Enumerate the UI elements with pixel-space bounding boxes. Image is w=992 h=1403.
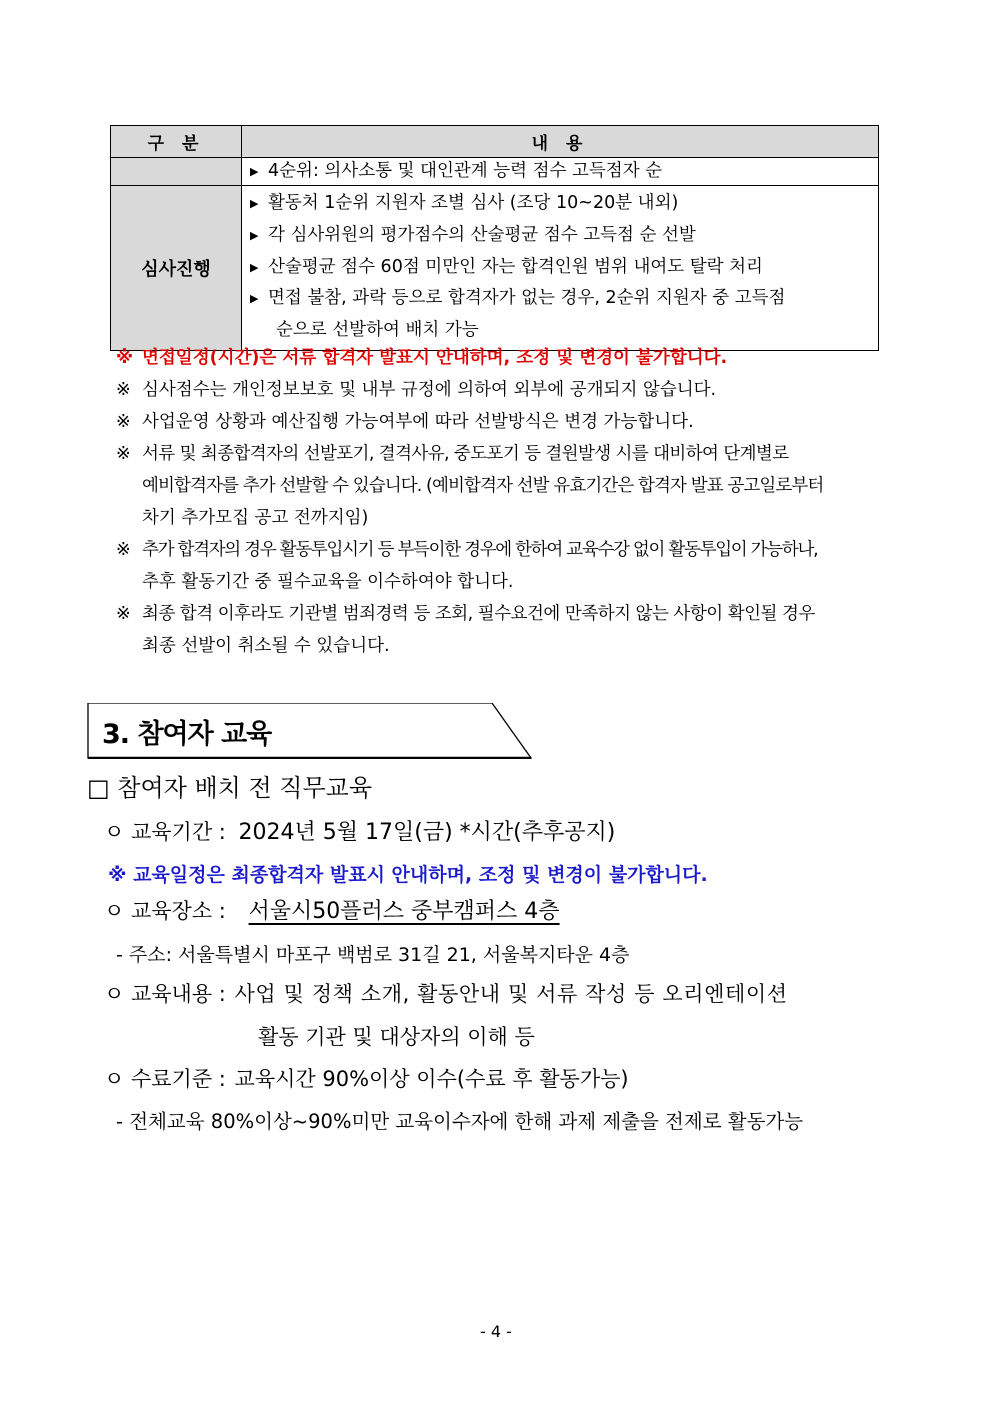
row-label — [111, 158, 242, 186]
edu-place-value: 서울시50플러스 중부캠퍼스 4층 — [248, 899, 560, 924]
note-selection-change — [116, 406, 916, 438]
note-additional-pass — [116, 534, 916, 598]
note-text: 최종 합격 이후라도 기관별 범죄경력 등 조회, 필수요건에 만족하지 않는 사항이 확인될 경우 — [142, 604, 815, 624]
bullet-text: 활동처 1순위 지원자 조별 심사 (조당 10~20분 내외) — [268, 193, 679, 213]
edu-criteria-label: ㅇ 수료기준 : — [104, 1067, 226, 1091]
edu-content — [104, 978, 788, 1008]
note-score-privacy — [116, 374, 916, 406]
note-mark: ※ — [116, 444, 131, 464]
note-mark: ※ — [116, 540, 131, 560]
row-content — [242, 186, 879, 351]
note-continuation: 최종 선발이 취소될 수 있습니다. — [142, 636, 390, 656]
note-continuation: 차기 추가모집 공고 전까지임) — [142, 508, 369, 528]
note-mark: ※ — [116, 380, 131, 400]
note-mark: ※ — [116, 412, 131, 432]
page-number: - 4 - — [480, 1322, 512, 1341]
note-text: 심사점수는 개인정보보호 및 내부 규정에 의하여 외부에 공개되지 않습니다. — [142, 380, 717, 400]
bullet-text: 산술평균 점수 60점 미만인 자는 합격인원 범위 내여도 탈락 처리 — [268, 256, 763, 277]
bullet-item — [250, 283, 878, 315]
note-text: 사업운영 상황과 예산집행 가능여부에 따라 선발방식은 변경 가능합니다. — [142, 412, 694, 432]
row-content — [242, 158, 879, 186]
header-category: 구 분 — [111, 126, 242, 158]
note-text: 서류 및 최종합격자의 선발포기, 결격사유, 중도포기 등 결원발생 시를 대비하여 단계별로 — [142, 444, 789, 464]
edu-criteria-value: 교육시간 90%이상 이수(수료 후 활동가능) — [234, 1067, 629, 1091]
bullet-item — [250, 220, 878, 252]
edu-criteria-note: - 전체교육 80%이상~90%미만 교육이수자에 한해 과제 제출을 전제로 활동가능 — [116, 1110, 804, 1133]
triangle-bullet-icon: ▶ — [250, 292, 259, 306]
subsection-title: □ 참여자 배치 전 직무교육 — [87, 774, 373, 802]
table-row — [111, 186, 879, 351]
selection-table — [110, 125, 879, 351]
note-reserve-candidates — [116, 438, 916, 534]
edu-address: - 주소: 서울특별시 마포구 백범로 31길 21, 서울복지타운 4층 — [116, 944, 630, 966]
note-interview-schedule — [116, 342, 916, 374]
triangle-bullet-icon: ▶ — [250, 260, 259, 274]
note-mark: ※ — [116, 348, 134, 368]
edu-period-label: ㅇ 교육기간 : — [104, 820, 226, 844]
edu-period-value: 2024년 5월 17일(금) *시간(추후공지) — [238, 820, 616, 845]
note-continuation: 추후 활동기간 중 필수교육을 이수하여야 합니다. — [142, 572, 514, 592]
row-label: 심사진행 — [111, 186, 242, 351]
triangle-bullet-icon: ▶ — [250, 197, 259, 210]
edu-place — [104, 894, 560, 925]
triangle-bullet-icon: ▶ — [250, 165, 259, 178]
note-text: 면접일정(시간)은 서류 합격자 발표시 안내하며, 조정 및 변경이 불가합니다. — [142, 348, 728, 368]
bullet-continuation: 순으로 선발하여 배치 가능 — [276, 320, 479, 341]
table-header-row — [111, 126, 879, 158]
edu-place-label: ㅇ 교육장소 : — [104, 899, 226, 923]
bullet-item — [250, 252, 878, 284]
note-continuation: 예비합격자를 추가 선발할 수 있습니다. (예비합격자 선발 유효기간은 합격자 발표 공고일로부터 — [142, 476, 824, 496]
edu-period — [104, 815, 615, 846]
edu-content-continuation: 활동 기관 및 대상자의 이해 등 — [258, 1025, 535, 1049]
bullet-item — [250, 188, 878, 220]
table-row — [111, 158, 879, 186]
edu-content-label: ㅇ 교육내용 : — [104, 982, 226, 1006]
note-cancellation — [116, 598, 916, 662]
bullet-text: 각 심사위원의 평가점수의 산술평균 점수 고득점 순 선발 — [268, 224, 696, 245]
bullet-text: 면접 불참, 과락 등으로 합격자가 없는 경우, 2순위 지원자 중 고득점 — [268, 288, 786, 309]
triangle-bullet-icon: ▶ — [250, 228, 259, 242]
bullet-item — [250, 158, 878, 185]
note-text: 추가 합격자의 경우 활동투입시기 등 부득이한 경우에 한하여 교육수강 없이 활동투입이 가능하나, — [142, 540, 818, 560]
edu-criteria — [104, 1063, 629, 1093]
edu-schedule-note: ※ 교육일정은 최종합격자 발표시 안내하며, 조정 및 변경이 불가합니다. — [108, 864, 708, 886]
bullet-text: 4순위: 의사소통 및 대인관계 능력 점수 고득점자 순 — [268, 161, 663, 181]
edu-content-value: 사업 및 정책 소개, 활동안내 및 서류 작성 등 오리엔테이션 — [234, 982, 788, 1006]
note-mark: ※ — [116, 604, 131, 624]
section-title: 3. 참여자 교육 — [102, 719, 272, 750]
header-content: 내 용 — [242, 126, 879, 158]
